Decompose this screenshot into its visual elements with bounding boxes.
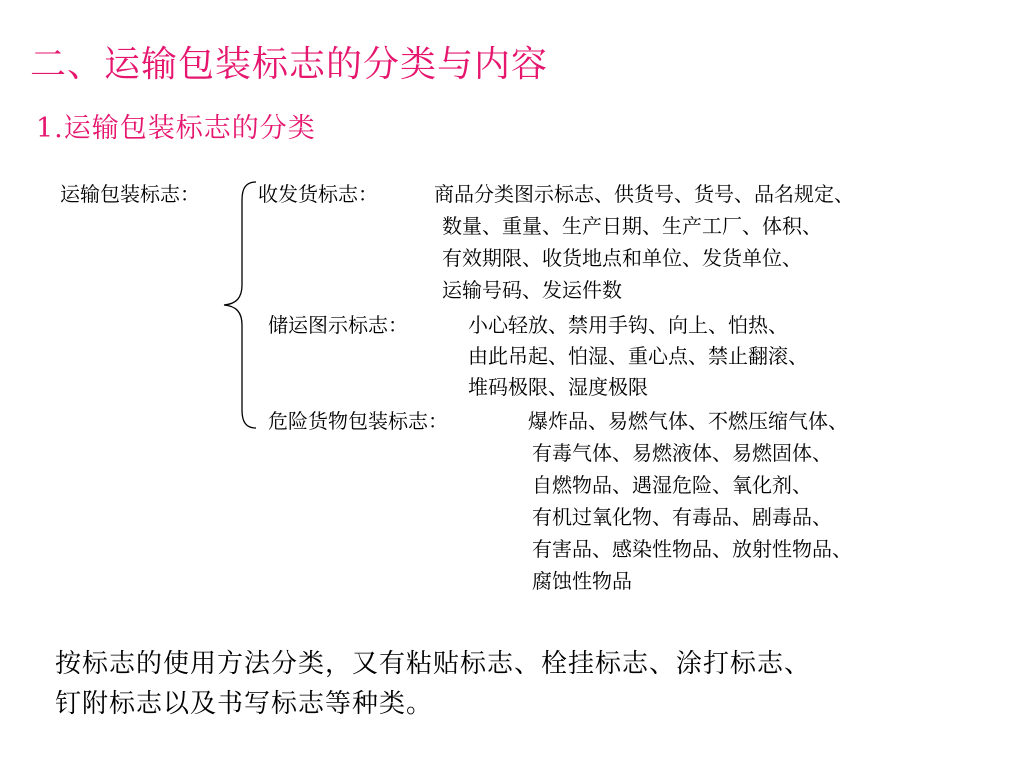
section-subtitle: 1.运输包装标志的分类 bbox=[36, 113, 316, 144]
category-line: 由此吊起、怕湿、重心点、禁止翻滚、 bbox=[468, 344, 808, 368]
category-line: 自燃物品、遇湿危险、氧化剂、 bbox=[532, 473, 812, 497]
category-label-storage-marks: 储运图示标志： bbox=[268, 313, 408, 337]
root-label: 运输包装标志： bbox=[60, 182, 200, 206]
category-label-dangerous-goods-marks: 危险货物包装标志： bbox=[268, 409, 448, 433]
category-line: 数量、重量、生产日期、生产工厂、体积、 bbox=[442, 214, 822, 238]
category-line: 有毒气体、易燃液体、易燃固体、 bbox=[532, 441, 832, 465]
category-label-shipping-marks: 收发货标志： bbox=[258, 182, 378, 206]
bottom-paragraph bbox=[55, 644, 811, 724]
bottom-line: 按标志的使用方法分类，又有粘贴标志、栓挂标志、涂打标志、 bbox=[55, 649, 812, 679]
category-line: 有效期限、收货地点和单位、发货单位、 bbox=[442, 246, 802, 270]
page-title: 二、运输包装标志的分类与内容 bbox=[30, 44, 549, 85]
curly-brace-icon bbox=[222, 180, 262, 430]
bottom-line: 钉附标志以及书写标志等种类。 bbox=[55, 689, 434, 719]
category-line: 有机过氧化物、有毒品、剧毒品、 bbox=[532, 505, 832, 529]
category-line: 小心轻放、禁用手钩、向上、怕热、 bbox=[468, 313, 788, 337]
category-line: 腐蚀性物品 bbox=[532, 569, 632, 593]
category-line: 有害品、感染性物品、放射性物品、 bbox=[532, 537, 852, 561]
category-line: 爆炸品、易燃气体、不燃压缩气体、 bbox=[528, 409, 848, 433]
category-line: 堆码极限、湿度极限 bbox=[468, 375, 648, 399]
category-line: 商品分类图示标志、供货号、货号、品名规定、 bbox=[434, 182, 854, 206]
category-line: 运输号码、发运件数 bbox=[442, 278, 622, 302]
